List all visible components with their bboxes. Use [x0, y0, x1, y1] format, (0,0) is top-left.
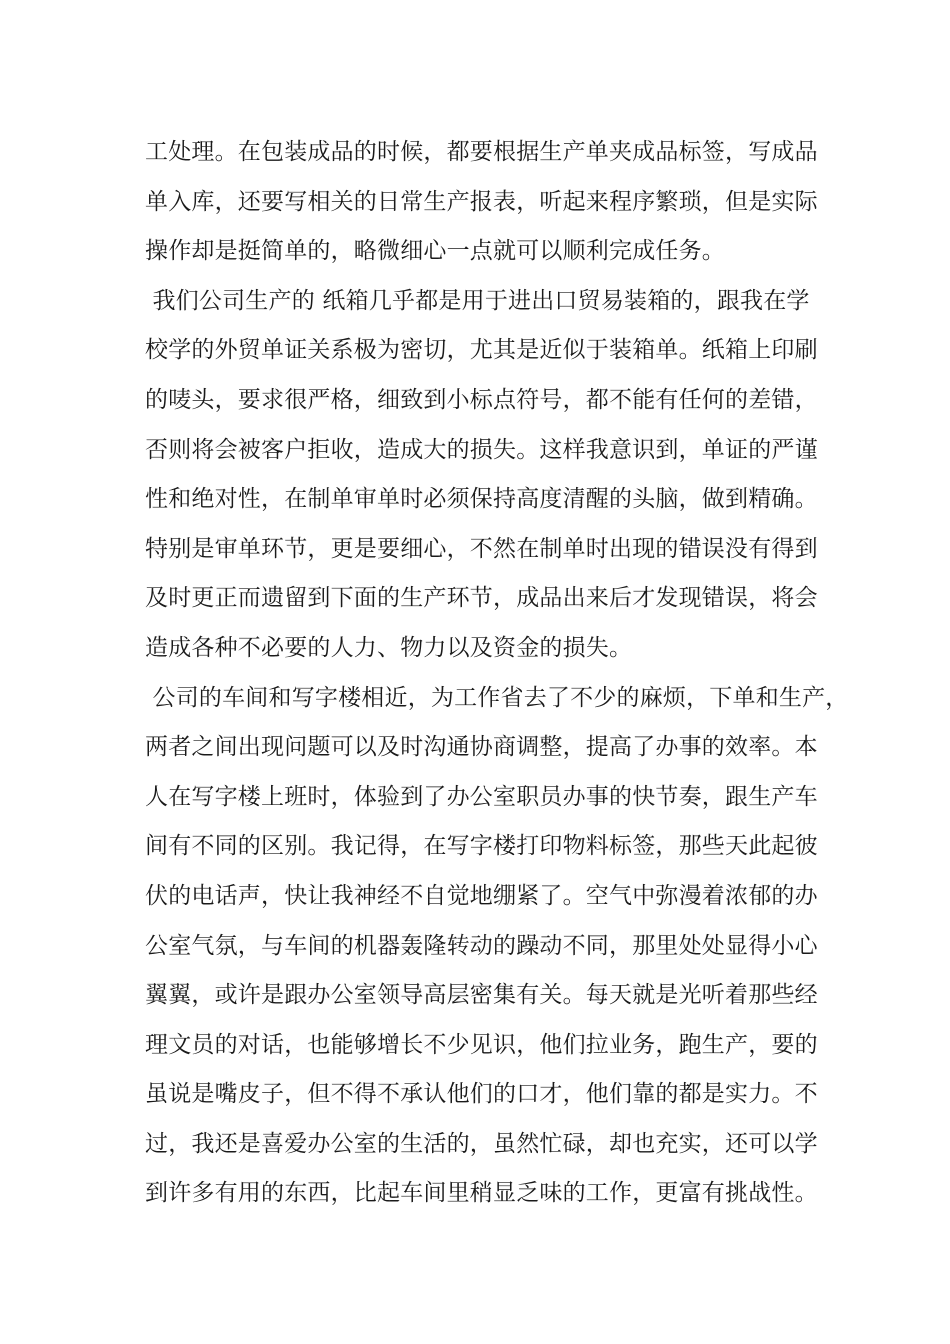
text-line: 间有不同的区别。我记得，在写字楼打印物料标签，那些天此起彼 — [145, 833, 818, 860]
text-line: 到许多有用的东西，比起车间里稍显乏味的工作，更富有挑战性。 — [145, 1180, 818, 1207]
text-line: 的唛头，要求很严格，细致到小标点符号，都不能有任何的差错， — [145, 386, 818, 413]
body-text — [145, 128, 849, 1219]
text-line: 及时更正而遗留到下面的生产环节，成品出来后才发现错误，将会 — [145, 585, 818, 612]
text-line: 校学的外贸单证关系极为密切，尤其是近似于装箱单。纸箱上印刷 — [145, 337, 818, 364]
text-line: 过，我还是喜爱办公室的生活的，虽然忙碌，却也充实，还可以学 — [145, 1130, 818, 1157]
text-line: 人在写字楼上班时，体验到了办公室职员办事的快节奏，跟生产车 — [145, 783, 818, 810]
text-line: 两者之间出现问题可以及时沟通协商调整，提高了办事的效率。本 — [145, 734, 818, 761]
text-line: 理文员的对话，也能够增长不少见识，他们拉业务，跑生产，要的 — [145, 1031, 818, 1058]
text-line: 单入库，还要写相关的日常生产报表，听起来程序繁琐，但是实际 — [145, 188, 818, 215]
text-line: 特别是审单环节，更是要细心，不然在制单时出现的错误没有得到 — [145, 535, 818, 562]
text-line: 伏的电话声，快让我神经不自觉地绷紧了。空气中弥漫着浓郁的办 — [145, 882, 818, 909]
text-line: 翼翼，或许是跟办公室领导高层密集有关。每天就是光听着那些经 — [145, 982, 818, 1009]
paragraph-start-line: 我们公司生产的 纸箱几乎都是用于进出口贸易装箱的，跟我在学 — [145, 287, 810, 314]
text-line: 公室气氛，与车间的机器轰隆转动的躁动不同，那里处处显得小心 — [145, 932, 818, 959]
paragraph-start-line: 公司的车间和写字楼相近，为工作省去了不少的麻烦，下单和生产， — [145, 684, 849, 711]
text-line: 工处理。在包装成品的时候，都要根据生产单夹成品标签，写成品 — [145, 139, 818, 165]
text-line: 性和绝对性，在制单审单时必须保持高度清醒的头脑，做到精确。 — [145, 486, 818, 513]
text-line: 操作却是挺简单的，略微细心一点就可以顺利完成任务。 — [145, 238, 725, 265]
text-line: 虽说是嘴皮子，但不得不承认他们的口才，他们靠的都是实力。不 — [145, 1081, 818, 1108]
text-line: 否则将会被客户拒收，造成大的损失。这样我意识到，单证的严谨 — [145, 436, 818, 463]
text-line: 造成各种不必要的人力、物力以及资金的损失。 — [145, 634, 633, 661]
